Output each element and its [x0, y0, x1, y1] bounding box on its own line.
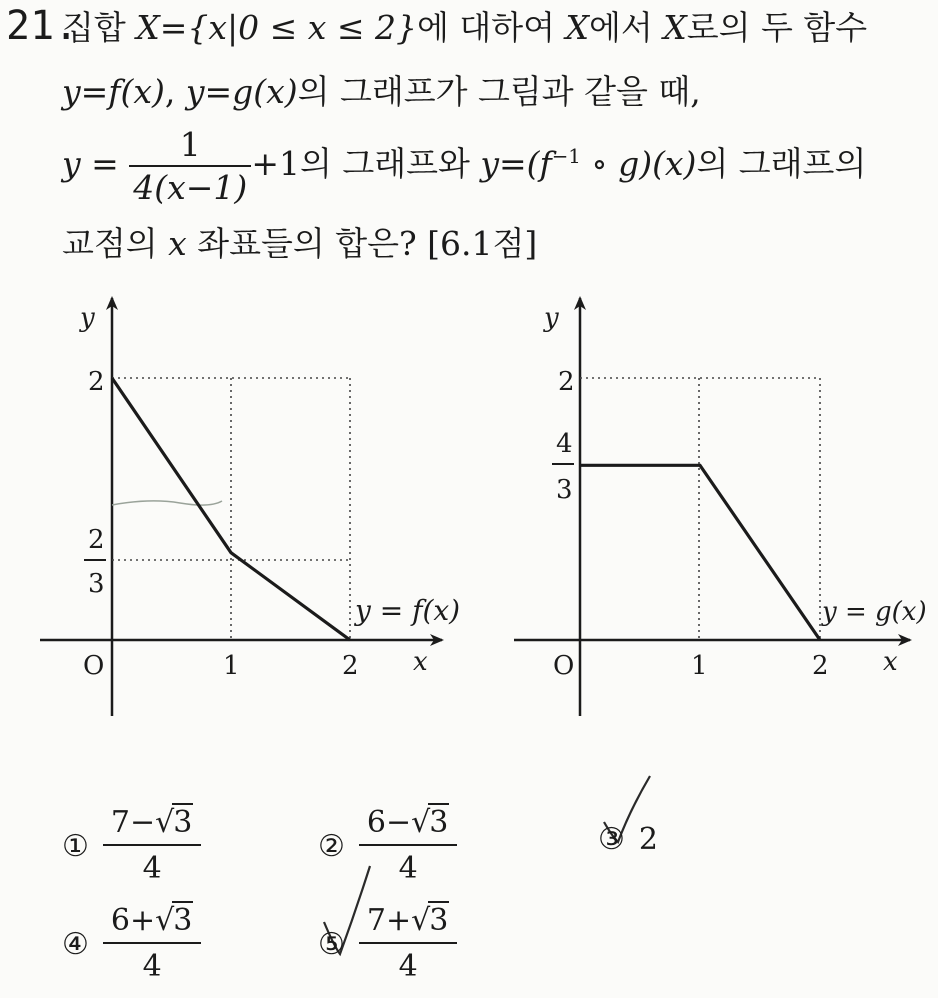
x-tick-2: 2 — [342, 651, 359, 681]
x-axis-label: x — [413, 647, 428, 677]
problem-line-4: 교점의 x 좌표들의 합은? [6.1점] — [62, 224, 538, 263]
choice-3[interactable]: ③ 2 — [598, 822, 658, 857]
choice-5[interactable]: ⑤ $\frac{7+√3}{4}$ — [318, 906, 457, 982]
curve-label-f: y = f(x) — [355, 594, 461, 627]
graph-g — [514, 298, 927, 716]
y-tick-frac-num: 4 — [556, 429, 573, 459]
y-tick-frac-num: 2 — [88, 525, 105, 555]
x-axis-label: x — [883, 647, 898, 677]
y-tick-2: 2 — [88, 367, 105, 397]
problem-line-3: y = $\frac{1}{4(x-1)}$ +1의 그래프와 $y=(f^{-1}$ ∘ g)(x)의 그래프의 — [62, 125, 867, 207]
y-tick-frac-den: 3 — [556, 475, 573, 505]
curve-label-g: y = g(x) — [822, 597, 927, 627]
set-definition: X={x|0 ≤ x ≤ 2} — [136, 8, 417, 47]
origin-label: O — [553, 651, 575, 681]
x-tick-2: 2 — [812, 651, 829, 681]
curve-g — [580, 465, 820, 640]
dotted-guides — [112, 378, 350, 640]
choice-5-value: $\frac{7+√3}{4}$ — [359, 906, 457, 982]
choice-2[interactable]: ② $\frac{6-√3}{4}$ — [318, 808, 457, 884]
dotted-guides — [580, 378, 820, 640]
x-tick-1: 1 — [691, 651, 708, 681]
choice-1[interactable]: ① $\frac{7-√3}{4}$ — [62, 808, 201, 884]
y-axis-label: y — [80, 303, 95, 333]
question-number: 21. — [6, 3, 79, 49]
choice-4-value: $\frac{6+√3}{4}$ — [103, 906, 201, 982]
problem-line-1: 집합 X={x|0 ≤ x ≤ 2}에 대하여 X에서 X로의 두 함수 — [62, 8, 868, 47]
y-tick-frac-den: 3 — [88, 569, 105, 599]
choice-1-value: $\frac{7-√3}{4}$ — [103, 808, 201, 884]
origin-label: O — [83, 651, 105, 681]
x-tick-1: 1 — [223, 651, 240, 681]
y-axis-label: y — [544, 303, 559, 333]
choice-2-value: $\frac{6-√3}{4}$ — [359, 808, 457, 884]
choice-4[interactable]: ④ $\frac{6+√3}{4}$ — [62, 906, 201, 982]
y-tick-2: 2 — [558, 367, 575, 397]
stray-pencil-mark — [112, 501, 222, 505]
graph-f — [40, 298, 460, 716]
reciprocal-fraction: $\frac{1}{4(x-1)}$ — [129, 128, 251, 204]
choice-3-value: 2 — [638, 822, 658, 857]
problem-line-2: y=f(x), y=g(x)의 그래프가 그림과 같을 때, — [62, 72, 701, 111]
